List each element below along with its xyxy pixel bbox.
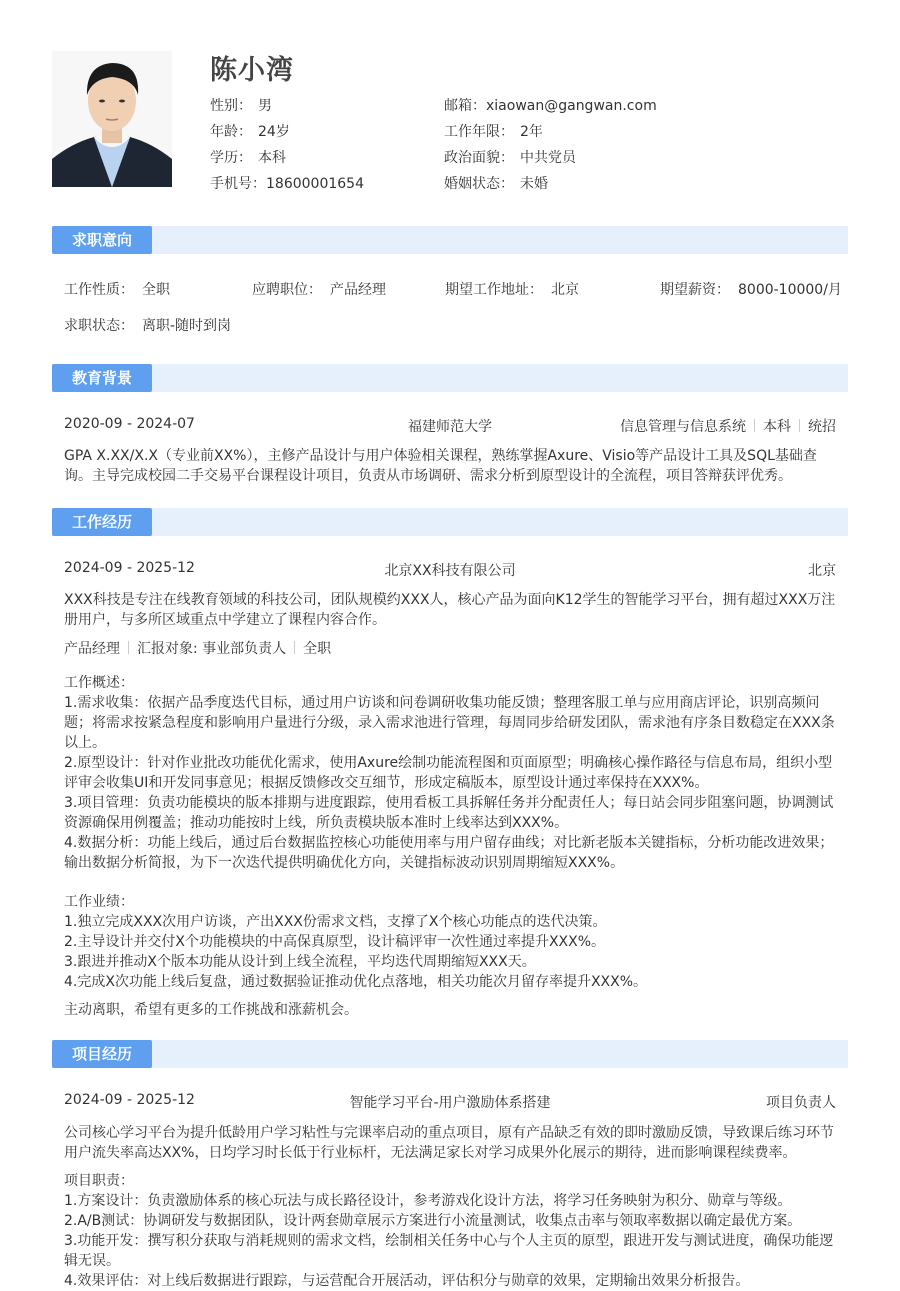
intent-label: 期望工作地址： (445, 282, 543, 298)
work-company: 北京XX科技有限公司 (384, 563, 516, 579)
info-work-years (444, 119, 657, 145)
info-phone (210, 171, 364, 197)
section-title: 求职意向 (52, 226, 152, 254)
work-meta (64, 639, 836, 659)
divider (294, 641, 295, 654)
divider (754, 419, 755, 432)
section-title: 教育背景 (52, 364, 152, 392)
info-email (444, 93, 657, 119)
work-period: 2024-09 - 2025-12 (64, 560, 195, 576)
info-label: 婚姻状态： (444, 176, 514, 192)
work-row (64, 560, 836, 580)
work-city: 北京 (808, 563, 836, 579)
section-title: 工作经历 (52, 508, 152, 536)
work-achievement-item: 4.完成X次功能上线后复盘，通过数据验证推动优化点落地，相关功能次月留存率提升XXX%。 (64, 974, 648, 990)
work-job-type: 全职 (303, 641, 332, 657)
project-description: 公司核心学习平台为提升低龄用户学习粘性与完课率启动的重点项目，原有产品缺乏有效的即时激励反馈，导致课后练习环节用户流失率高达XX%，日均学习时长低于行业标杆，无法满足家长对学习成果外化展示的期待，进而影响课程续费率。 (64, 1125, 834, 1161)
basic-info-right (444, 93, 657, 197)
work-overview-item: 2.原型设计：针对作业批改功能优化需求，使用Axure绘制功能流程图和页面原型；明确核心操作路径与信息布局，组织小型评审会收集UI和开发同事意见；根据反馈修改交互细节，形成定稿版本，原型设计通过率保持在XXX%。 (64, 755, 833, 791)
work-position: 产品经理 (64, 641, 120, 657)
info-value: 24岁 (258, 124, 290, 140)
project-duty-item: 2.A/B测试：协调研发与数据团队，设计两套勋章展示方案进行小流量测试，收集点击率与领取率数据以确定最优方案。 (64, 1213, 802, 1229)
info-value: xiaowan@gangwan.com (486, 98, 657, 114)
intent-work-type (64, 279, 170, 299)
work-overview-item: 1.需求收集：依据产品季度迭代目标，通过用户访谈和问卷调研收集功能反馈；整理客服工单与应用商店评论，识别高频问题；将需求按紧急程度和影响用户量进行分级，录入需求池进行管理，每周同步给研发团队，需求池有序条目数稳定在XXX条以上。 (64, 695, 835, 751)
project-period: 2024-09 - 2025-12 (64, 1092, 195, 1108)
section-header-intent (52, 226, 848, 254)
intent-status (64, 315, 231, 335)
project-duty-item: 4.效果评估：对上线后数据进行跟踪，与运营配合开展活动，评估积分与勋章的效果，定期输出效果分析报告。 (64, 1273, 750, 1289)
work-leave-reason: 主动离职，希望有更多的工作挑战和涨薪机会。 (64, 1002, 358, 1018)
work-achievements-title: 工作业绩： (64, 894, 134, 910)
work-overview-title: 工作概述： (64, 675, 134, 691)
project-row (64, 1092, 836, 1112)
info-label: 年龄： (210, 124, 252, 140)
project-name: 智能学习平台-用户激励体系搭建 (349, 1095, 551, 1111)
intent-value: 8000-10000/月 (738, 282, 842, 298)
work-report-to: 汇报对象: 事业部负责人 (137, 641, 287, 657)
intent-salary (660, 279, 842, 299)
divider (128, 641, 129, 654)
divider (799, 419, 800, 432)
candidate-name: 陈小湾 (210, 55, 294, 86)
info-value: 18600001654 (266, 176, 364, 192)
intent-value: 北京 (551, 282, 579, 298)
info-label: 工作年限： (444, 124, 514, 140)
info-marital-status (444, 171, 657, 197)
info-value: 未婚 (520, 176, 548, 192)
intent-value: 产品经理 (330, 282, 386, 298)
work-company-intro: XXX科技是专注在线教育领域的科技公司，团队规模约XXX人，核心产品为面向K12学生的智能学习平台，拥有超过XXX万注册用户，与多所区域重点中学建立了课程内容合作。 (64, 592, 836, 628)
work-achievement-item: 3.跟进并推动X个版本功能从设计到上线全流程，平均迭代周期缩短XXX天。 (64, 954, 536, 970)
intent-location (445, 279, 579, 299)
education-description: GPA X.XX/X.X（专业前XX%），主修产品设计与用户体验相关课程，熟练掌握Axure、Visio等产品设计工具及SQL基础查询。主导完成校园二手交易平台课程设计项目，负责从市场调研、需求分析到原型设计的全流程，项目答辩获评优秀。 (64, 448, 817, 484)
avatar-icon (52, 51, 172, 187)
section-title: 项目经历 (52, 1040, 152, 1068)
education-degree: 本科 (763, 419, 791, 435)
education-meta (620, 416, 836, 436)
project-duties-title: 项目职责： (64, 1173, 134, 1189)
work-achievement-item: 2.主导设计并交付X个功能模块的中高保真原型，设计稿评审一次性通过率提升XXX%。 (64, 934, 606, 950)
info-age (210, 119, 364, 145)
section-header-project (52, 1040, 848, 1068)
project-duty-item: 3.功能开发：撰写积分获取与消耗规则的需求文档，绘制相关任务中心与个人主页的原型，跟进开发与测试进度，确保功能逻辑无误。 (64, 1233, 834, 1269)
work-overview-item: 3.项目管理：负责功能模块的版本排期与进度跟踪，使用看板工具拆解任务并分配责任人；每日站会同步阻塞问题，协调测试资源确保用例覆盖；推动功能按时上线，所负责模块版本准时上线率达到XXX%。 (64, 795, 834, 831)
intent-position (252, 279, 386, 299)
info-value: 本科 (258, 150, 286, 166)
info-label: 学历： (210, 150, 252, 166)
info-value: 中共党员 (520, 150, 576, 166)
work-achievements (64, 892, 836, 992)
education-school: 福建师范大学 (408, 419, 492, 435)
intent-value: 全职 (142, 282, 170, 298)
info-value: 男 (258, 98, 272, 114)
intent-label: 应聘职位： (252, 282, 322, 298)
info-label: 邮箱： (444, 98, 486, 114)
basic-info-left (210, 93, 364, 197)
info-political-status (444, 145, 657, 171)
education-period: 2020-09 - 2024-07 (64, 416, 195, 432)
project-role: 项目负责人 (766, 1095, 836, 1111)
intent-label: 期望薪资： (660, 282, 730, 298)
work-achievement-item: 1.独立完成XXX次用户访谈，产出XXX份需求文档，支撑了X个核心功能点的迭代决策。 (64, 914, 607, 930)
info-gender (210, 93, 364, 119)
info-label: 手机号： (210, 176, 266, 192)
section-header-education (52, 364, 848, 392)
education-type: 统招 (808, 419, 836, 435)
education-major: 信息管理与信息系统 (620, 419, 746, 435)
education-row (64, 416, 836, 436)
section-header-work (52, 508, 848, 536)
profile-photo (52, 51, 172, 187)
project-duty-item: 1.方案设计：负责激励体系的核心玩法与成长路径设计，参考游戏化设计方法，将学习任务映射为积分、勋章与等级。 (64, 1193, 792, 1209)
project-duties (64, 1171, 836, 1291)
intent-value: 离职-随时到岗 (142, 318, 232, 334)
info-label: 政治面貌： (444, 150, 514, 166)
work-overview (64, 673, 836, 873)
info-value: 2年 (520, 124, 543, 140)
info-education (210, 145, 364, 171)
info-label: 性别： (210, 98, 252, 114)
intent-label: 求职状态： (64, 318, 134, 334)
work-overview-item: 4.数据分析：功能上线后，通过后台数据监控核心功能使用率与用户留存曲线；对比新老版本关键指标，分析功能改进效果；输出数据分析简报，为下一次迭代提供明确优化方向，关键指标波动识别周期缩短XXX%。 (64, 835, 834, 871)
intent-label: 工作性质： (64, 282, 134, 298)
